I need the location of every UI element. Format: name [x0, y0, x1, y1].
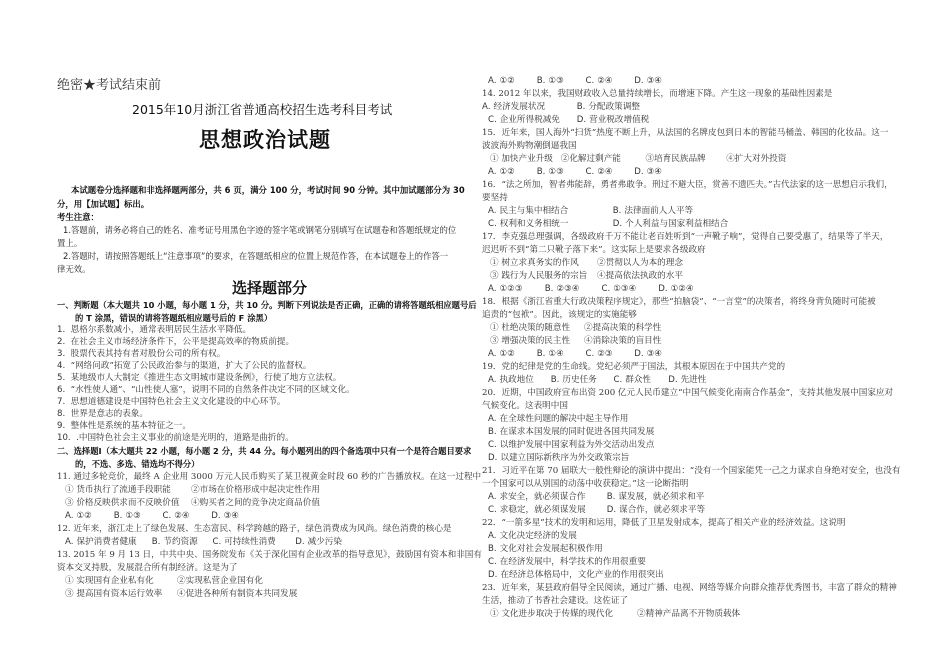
note-2-line-2: 律无效。 — [57, 264, 91, 274]
q13-stem-line-1: 13. 2015 年 9 月 13 日，中共中央、国务院发布《关于深化国有企业改革的指导意见》，鼓励国有资本和非国有 — [57, 550, 482, 560]
q12-options — [65, 537, 342, 548]
q13-stem-line-2: 资本交叉持股，发展混合所有制经济。这是为了 — [57, 563, 238, 573]
section-title: 选择题部分 — [232, 279, 308, 297]
q16-option-c[interactable]: C. 权利和义务相统一 — [488, 219, 569, 229]
notice-label: 考生注意： — [57, 212, 99, 222]
q17-option-c[interactable]: C. ①③④ — [601, 284, 637, 294]
q23-statement-2: ②精神产品离不开物质载体 — [637, 609, 741, 619]
q15-option-d[interactable]: D. ③④ — [634, 167, 662, 177]
intro-line-2: 分，用【加试题】标出。 — [57, 199, 150, 209]
intro-line-1: 本试题卷分选择题和非选择题两部分，共 6 页，满分 100 分，考试时间 90 分钟。其中加试题部分为 30 — [71, 185, 465, 195]
q11-statement-4: ④购买者之间的竞争决定商品价值 — [191, 498, 320, 508]
q12-option-a[interactable]: A. 保护消费者健康 — [65, 537, 137, 547]
q15-statement-1: ① 加快产业升级 — [490, 154, 553, 164]
q17-option-a[interactable]: A. ①②③ — [488, 284, 523, 294]
q19-option-a[interactable]: A. 执政地位 — [488, 375, 534, 385]
q21-option-d[interactable]: D. 谋合作，就必须求平等 — [606, 505, 706, 515]
q20-option-b[interactable]: B. 在谋求本国发展的同时促进各国共同发展 — [488, 427, 655, 437]
q17-options — [488, 284, 694, 295]
q15-statements — [490, 154, 786, 165]
q14-option-d[interactable]: D. 营业税改增值税 — [576, 115, 650, 125]
q21-option-b[interactable]: B. 谋发展，就必须求和平 — [606, 492, 705, 502]
exam-title: 思想政治试题 — [199, 128, 331, 152]
q13-option-b[interactable]: B. ①③ — [536, 76, 564, 86]
exam-subtitle: 2015年10月浙江省普通高校招生选考科目考试 — [132, 102, 393, 117]
q11-option-c[interactable]: C. ②④ — [162, 511, 190, 521]
q20-stem-line-1: 20．近期，中国政府宣布出资 200 亿元人民币建立“中国气候变化南南合作基金”，支持其他发展中国家应对 — [482, 388, 894, 398]
q11-statement-3: ③ 价格反映供求而不反映价值 — [65, 498, 180, 508]
q18-options — [488, 349, 662, 360]
q12-option-d[interactable]: D. 减少污染 — [295, 537, 342, 547]
q15-option-a[interactable]: A. ①② — [488, 167, 515, 177]
q20-stem-line-2: 气候变化。这表明中国 — [482, 401, 568, 411]
q13-option-c[interactable]: C. ②④ — [585, 76, 613, 86]
q21-option-c[interactable]: C. 求稳定，就必须谋发展 — [488, 505, 586, 515]
q14-options-row-2 — [488, 115, 649, 126]
q22-stem: 22．“一箭多星”技术的发明和运用，降低了卫星发射成本，提高了相关产业的经济效益。这说明 — [482, 518, 846, 528]
q16-stem-line-2: 要坚持 — [482, 193, 508, 203]
q17-statement-3: ③ 践行为人民服务的宗旨 — [490, 271, 588, 281]
q11-statement-1: ① 货币执行了流通手段职能 — [65, 485, 171, 495]
q13-statement-4: ④促进各种所有制资本共同发展 — [177, 589, 298, 599]
q19-options — [488, 375, 706, 386]
note-2-line-1: 2.答题时，请按照答题纸上“注意事项”的要求，在答题纸相应的位置上规范作答，在本试题卷上的作答一 — [63, 251, 449, 261]
q15-option-c[interactable]: C. ②④ — [585, 167, 613, 177]
q20-option-a[interactable]: A. 在全球性问题的解决中起主导作用 — [488, 414, 629, 424]
q16-option-b[interactable]: B. 法律面前人人平等 — [612, 206, 694, 216]
tf-item-10: 10. .中国特色社会主义事业的前途是光明的，道路是曲折的。 — [57, 433, 294, 443]
q14-option-c[interactable]: C. 企业所得税减免 — [488, 115, 560, 125]
tf-item-6: 6. “水性使人通”、“山性使人塞”，说明不同的自然条件决定不同的区域文化。 — [57, 385, 355, 395]
q11-statement-2: ②市场在价格形成中起决定性作用 — [191, 485, 320, 495]
q15-stem-line-1: 15．近年来，国人海外“扫货”热度不断上升，从法国的名牌皮包到日本的智能马桶盖、韩国的化妆品。这一 — [482, 128, 889, 138]
q18-option-d[interactable]: D. ③④ — [634, 349, 662, 359]
tf-item-8: 8. 世界是意志的表象。 — [57, 409, 149, 419]
q14-stem: 14. 2012 年以来，我国财政收入总量持续增长，而增速下降。产生这一现象的基础性因素是 — [482, 89, 833, 99]
tf-item-2: 2. 在社会主义市场经济条件下，公平是提高效率的物质前提。 — [57, 337, 295, 347]
q17-stem-line-1: 17．李克强总理强调，各级政府千万不能让老百姓听到“一声靴子响”，觉得自己要受惠了，结果等了半天， — [482, 232, 889, 242]
q15-stem-line-2: 波波海外购物潮倒逼我国 — [482, 141, 577, 151]
tf-item-3: 3. 股票代表其持有者对股份公司的所有权。 — [57, 349, 226, 359]
part1-heading-line-1: 一、判断题（本大题共 10 小题，每小题 1 分，共 10 分。判断下列说法是否正确，正确的请将答题纸相应题号后 — [57, 300, 477, 310]
q12-stem: 12. 近年来，浙江走上了绿色发展、生态富民、科学跨越的路子，绿色消费成为风尚。绿色消费的核心是 — [57, 524, 452, 534]
q13-statement-2: ②实现私营企业国有化 — [177, 576, 263, 586]
q11-option-d[interactable]: D. ③④ — [211, 511, 239, 521]
q12-option-c[interactable]: C. 可持续性消费 — [212, 537, 276, 547]
tf-item-4: 4. “网络问政”拓宽了公民政治参与的渠道，扩大了公民的监督权。 — [57, 361, 312, 371]
secret-mark: 绝密★考试结束前 — [57, 78, 162, 93]
note-1-line-2: 置上。 — [57, 238, 83, 248]
q23-stem-line-2: 生活，推动了书香社会建设。这佐证了 — [482, 596, 629, 606]
q17-statement-4: ④提高依法执政的水平 — [597, 271, 683, 281]
q18-statement-3: ③ 增强决策的民主性 — [490, 336, 571, 346]
q11-options — [65, 511, 239, 522]
q16-options-row-1 — [488, 206, 693, 217]
q17-statement-1: ① 树立求真务实的作风 — [490, 258, 579, 268]
q18-stem-line-1: 18．根据《浙江省重大行政决策程序规定》，那些“拍脑袋”、“一言堂”的决策者，将终身背负随时可能被 — [482, 297, 876, 307]
q19-option-b[interactable]: B. 历史任务 — [550, 375, 597, 385]
q18-option-b[interactable]: B. ①④ — [536, 349, 564, 359]
q17-statement-2: ②贯彻以人为本的理念 — [597, 258, 683, 268]
q18-statement-4: ④消除决策的盲目性 — [584, 336, 662, 346]
part1-heading-line-2: 的 T 涂黑，错误的请将答题纸相应题号后的 F 涂黑） — [75, 313, 273, 323]
q22-option-d[interactable]: D. 在经济总体格局中，文化产业的作用很突出 — [488, 570, 664, 580]
q14-option-b[interactable]: B. 分配政策调整 — [576, 102, 640, 112]
tf-item-5: 5. 某地级市人大制定《推进生态文明城市建设条例》，行使了地方立法权。 — [57, 373, 342, 383]
tf-item-1: 1. 恩格尔系数减小，通常表明居民生活水平降低。 — [57, 325, 252, 335]
q13-option-d[interactable]: D. ③④ — [634, 76, 662, 86]
q20-option-d[interactable]: D. 以建立国际新秩序为外交政策宗旨 — [488, 453, 630, 463]
q18-statement-2: ②提高决策的科学性 — [584, 323, 662, 333]
q19-option-d[interactable]: D. 先进性 — [668, 375, 707, 385]
q21-options-row-1 — [488, 492, 704, 503]
q23-stem-line-1: 23．近年来，某县政府倡导全民阅读，通过广播、电视、网络等媒介向群众推荐优秀图书，丰富了群众的精神 — [482, 583, 897, 593]
q15-statement-4: ④扩大对外投资 — [726, 154, 787, 164]
q17-option-b[interactable]: B. ②③④ — [544, 284, 580, 294]
q14-options-row-1 — [482, 102, 640, 113]
q21-options-row-2 — [488, 505, 705, 516]
q16-stem-line-1: 16．“法之所加，智者弗能辞，勇者弗敢争。刑过不避大臣，赏善不遗匹夫。”古代法家的这一思想启示我们， — [482, 180, 893, 190]
q16-options-row-2 — [488, 219, 728, 230]
q17-stem-line-2: 迟迟听不到“第二只靴子落下来”。这实际上是要求各级政府 — [482, 245, 706, 255]
q20-option-c[interactable]: C. 以维护发展中国家利益为外交活动出发点 — [488, 440, 655, 450]
q15-statement-2: ②化解过剩产能 — [560, 154, 621, 164]
q18-option-c[interactable]: C. ②③ — [585, 349, 613, 359]
q12-option-b[interactable]: B. 节约资源 — [151, 537, 198, 547]
q13-option-a[interactable]: A. ①② — [488, 76, 515, 86]
q22-option-c[interactable]: C. 在经济发展中，科学技术的作用很重要 — [488, 557, 646, 567]
tf-item-7: 7. 思想道德建设是中国特色社会主义文化建设的中心环节。 — [57, 397, 286, 407]
q21-stem-line-2: 一个国家可以从别国的动荡中收获稳定。”这一论断指明 — [482, 479, 689, 489]
q11-stem: 11. 通过多轮竞价，最终 A 企业用 3000 万元人民币购买了某卫视黄金时段 60 秒的广告播放权。在这一过程中 — [57, 472, 482, 482]
q23-statement-1: ① 文化进步取决于传媒的现代化 — [490, 609, 614, 619]
part2-heading-line-2: 的，不选、多选、错选均不得分） — [75, 459, 200, 469]
note-1-line-1: 1.答题前，请务必将自己的姓名、准考证号用黑色字迹的签字笔或钢笔分别填写在试题卷和答题纸规定的位 — [63, 225, 457, 235]
q16-option-d[interactable]: D. 个人利益与国家利益相结合 — [612, 219, 729, 229]
q15-option-b[interactable]: B. ①③ — [536, 167, 564, 177]
q21-stem-line-1: 21．习近平在第 70 届联大一般性辩论的演讲中提出：“没有一个国家能凭一己之力谋求自身绝对安全，也没有 — [482, 466, 901, 476]
q22-option-a[interactable]: A. 文化决定经济的发展 — [488, 531, 577, 541]
q18-option-a[interactable]: A. ①② — [488, 349, 515, 359]
q15-statement-3: ③培育民族品牌 — [645, 154, 706, 164]
q13-options — [488, 76, 662, 87]
q14-option-a[interactable]: A. 经济发展状况 — [482, 102, 546, 112]
part2-heading-line-1: 二、选择题Ⅰ（本大题共 22 小题，每小题 2 分，共 44 分。每小题列出的四个备选项中只有一个是符合题目要求 — [57, 446, 472, 456]
q13-statement-1: ① 实现国有企业私有化 — [65, 576, 154, 586]
q19-stem: 19．党的纪律是党的生命线。党纪必须严于国法，其根本原因在于中国共产党的 — [482, 362, 786, 372]
q13-statement-3: ③ 提高国有资本运行效率 — [65, 589, 163, 599]
q21-option-a[interactable]: A. 求安全，就必须谋合作 — [488, 492, 586, 502]
q16-option-a[interactable]: A. 民主与集中相结合 — [488, 206, 569, 216]
q18-statement-1: ① 杜绝决策的随意性 — [490, 323, 571, 333]
q22-option-b[interactable]: B. 文化对社会发展起积极作用 — [488, 544, 603, 554]
q18-stem-line-2: 追责的“包袱”。因此，该规定的实施能够 — [482, 310, 637, 320]
q11-option-b[interactable]: B. ①③ — [113, 511, 141, 521]
q11-option-a[interactable]: A. ①② — [65, 511, 92, 521]
q17-option-d[interactable]: D. ①②④ — [658, 284, 694, 294]
tf-item-9: 9. 整体性是系统的基本特征之一。 — [57, 421, 191, 431]
q19-option-c[interactable]: C. 群众性 — [613, 375, 651, 385]
q15-options — [488, 167, 662, 178]
